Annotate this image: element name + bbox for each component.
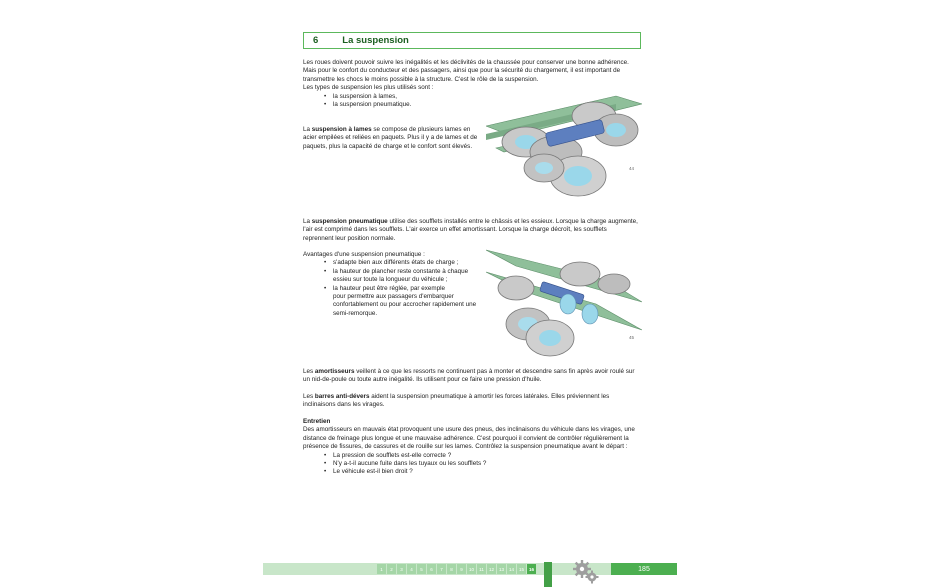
advantages-block xyxy=(303,251,488,318)
chapter-tab[interactable]: 8 xyxy=(447,564,456,574)
list-item: • s'adapte bien aux différents états de charge ; xyxy=(333,259,488,267)
term-leaf-spring: suspension à lames xyxy=(311,126,372,133)
chapter-tab[interactable]: 5 xyxy=(417,564,426,574)
intro-line: Les roues doivent pouvoir suivre les inégalités et les déclivités de la chaussée pour conserver une bonne adhérence. xyxy=(303,59,629,66)
chapter-tab[interactable]: 9 xyxy=(457,564,466,574)
advantages-title: Avantages d'une suspension pneumatique : xyxy=(303,251,425,258)
intro-line: Mais pour le confort du conducteur et des passagers, ainsi que pour la sécurité du chargement, il est important de xyxy=(303,67,621,75)
chapter-tabs xyxy=(377,564,536,574)
chapter-tab[interactable]: 6 xyxy=(427,564,436,574)
list-item: • N'y a-t-il aucune fuite dans les tuyaux ou les soufflets ? xyxy=(333,460,648,468)
list-item: • la hauteur peut être réglée, par exemple pour permettre aux passagers d'embarquer confortablement ou pour accrocher rapidement une semi-remorque. xyxy=(333,285,488,319)
list-item: • La pression de soufflets est-elle correcte ? xyxy=(333,452,648,460)
chapter-tab[interactable]: 10 xyxy=(467,564,476,574)
figure-number: 45 xyxy=(629,335,635,340)
term-shock-absorbers: amortisseurs xyxy=(314,368,355,375)
section-heading xyxy=(303,32,641,49)
maintenance-checklist xyxy=(303,452,648,477)
chapter-tab[interactable]: 14 xyxy=(507,564,516,574)
chapter-tab[interactable]: 11 xyxy=(477,564,486,574)
chapter-tab[interactable]: 7 xyxy=(437,564,446,574)
chapter-tab[interactable]: 1 xyxy=(377,564,386,574)
list-item: • la suspension pneumatique. xyxy=(333,101,643,109)
leaf-spring-axle-illustration xyxy=(486,86,642,202)
advantages-list xyxy=(303,259,488,318)
shock-absorbers-paragraph: Les amortisseurs veillent à ce que les ressorts ne continuent pas à monter et descendre sans fin après avoir roulé sur un nid-de-poule ou toute autre inégalité. Ils utilisent pour ce faire une pression d'huile. xyxy=(303,368,635,384)
page-number: 185 xyxy=(611,563,677,575)
air-suspension-illustration xyxy=(486,244,642,360)
active-chapter-marker xyxy=(544,562,552,587)
chapter-tab[interactable]: 2 xyxy=(387,564,396,574)
air-suspension-paragraph: La suspension pneumatique utilise des soufflets installés entre le châssis et les essieux. Lorsque la charge augmente, l'air est comprimé dans les soufflets. L'air exerce un effet amortissant. Lorsque la charge décroît, les soufflets reprennent leur position normale. xyxy=(303,218,638,242)
list-item: • la suspension à lames, xyxy=(333,93,643,101)
figure-number: 44 xyxy=(629,166,635,171)
intro-line: transmettre les chocs le moins possible à la structure. C'est le rôle de la suspension. xyxy=(303,75,539,83)
maintenance-title: Entretien xyxy=(303,418,331,425)
intro-line: Les types de suspension les plus utilisés sont : xyxy=(303,84,434,92)
section-title: La suspension xyxy=(342,35,409,46)
leaf-spring-paragraph: La suspension à lames se compose de plusieurs lames en acier empilées et reliées en paquets. Plus il y a de lames et de paquets, plus la capacité de charge et le confort sont élevés. xyxy=(303,126,478,150)
list-item: • la hauteur de plancher reste constante à chaque essieu sur toute la longueur du véhicule ; xyxy=(333,268,488,285)
anti-roll-bars-paragraph: Les barres anti-dévers aident la suspension pneumatique à amortir les forces latérales. Elles préviennent les inclinaisons dans les virages. xyxy=(303,393,610,409)
maintenance-section: Entretien Des amortisseurs en mauvais état provoquent une usure des pneus, des inclinaisons du véhicule dans les virages, une distance de freinage plus longue et une mauvaise adhérence. C'est pourquoi il convient de contrôler régulièrement la présence de fissures, de cassures et de rouille sur les lames. Contrôlez la suspension pneumatique avant le départ : • La pression de soufflets est-elle correcte ? • N'y a-t-il aucune fuite dans les tuyaux ou les soufflets ? • Le véhicule est-il bien droit ? xyxy=(303,418,648,477)
chapter-tab[interactable]: 15 xyxy=(517,564,526,574)
chapter-tab[interactable]: 13 xyxy=(497,564,506,574)
chapter-tab-active[interactable]: 16 xyxy=(527,564,536,574)
chapter-tab[interactable]: 12 xyxy=(487,564,496,574)
term-air-suspension: suspension pneumatique xyxy=(311,218,388,225)
chapter-tab[interactable]: 4 xyxy=(407,564,416,574)
list-item: • Le véhicule est-il bien droit ? xyxy=(333,468,648,476)
section-number: 6 xyxy=(313,35,319,46)
gears-icon xyxy=(572,559,600,585)
term-anti-roll-bars: barres anti-dévers xyxy=(314,393,370,400)
chapter-tab[interactable]: 3 xyxy=(397,564,406,574)
